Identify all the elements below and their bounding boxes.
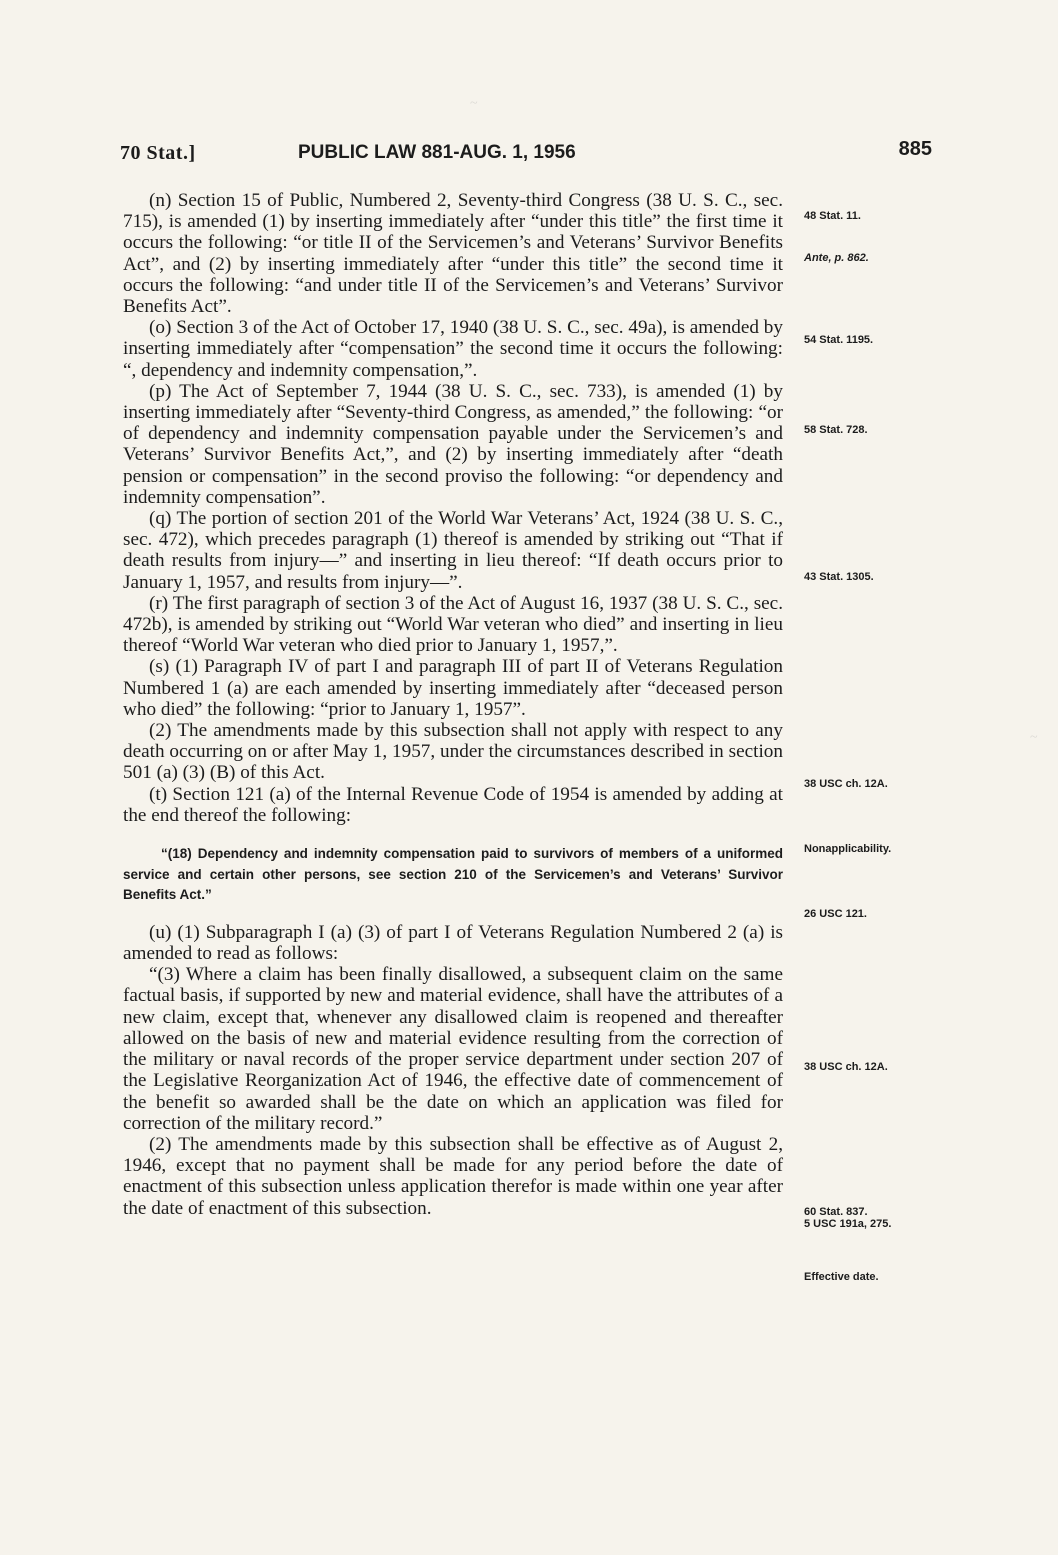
margin-note: 58 Stat. 728.: [804, 424, 868, 436]
paragraph-u-quote: “(3) Where a claim has been finally disallowed, a subsequent claim on the same factual basis, if supported by new and material evidence, shall have the attributes of a new claim, except that, whenever any disallowed claim is reopened and thereafter allowed on the basis of new and material evidence resulting from the correction of the military or naval records of the proper service department under section 207 of the Legislative Reorganization Act of 1946, the effective date of commencement of the benefit so awarded shall be the date on which an application was filed for correction of the military record.”: [123, 964, 783, 1134]
margin-note: 5 USC 191a, 275.: [804, 1218, 892, 1230]
page-header: [120, 138, 940, 172]
paragraph-s1: (s) (1) Paragraph IV of part I and paragraph III of part II of Veterans Regulation Numbered 1 (a) are each amended by inserting immediately after “deceased person who died” the following: “prior to January 1, 1957”.: [123, 656, 783, 720]
paragraph-u1: (u) (1) Subparagraph I (a) (3) of part I of Veterans Regulation Numbered 2 (a) is amended to read as follows:: [123, 921, 783, 965]
margin-note: Effective date.: [804, 1271, 879, 1283]
paragraph-n: (n) Section 15 of Public, Numbered 2, Seventy-third Congress (38 U. S. C., sec. 715), is amended (1) by inserting immediately after “under this title” the first time it occurs the following: “or title II of the Servicemen’s and Veterans’ Survivor Benefits Act”, and (2) by inserting immediately after “under this title” the second time it occurs the following: “and under title II of the Servicemen’s and Veterans’ Survivor Benefits Act”.: [123, 190, 783, 318]
paragraph-p: (p) The Act of September 7, 1944 (38 U. S. C., sec. 733), is amended (1) by inserting immediately after “Seventy-third Congress, as amended,” the following: “or of dependency and indemnity compensation payable under the Servicemen’s and Veterans’ Survivor Benefits Act,”, and (2) by inserting immediately after “death pension or compensation” in the second proviso the following: “or dependency and indemnity compensation”.: [123, 380, 783, 508]
margin-note: 38 USC ch. 12A.: [804, 778, 888, 790]
bleed-through-artifact: ~: [1030, 730, 1038, 745]
margin-note: 48 Stat. 11.: [804, 210, 861, 222]
margin-note: 26 USC 121.: [804, 908, 867, 920]
paragraph-r: (r) The first paragraph of section 3 of the Act of August 16, 1937 (38 U. S. C., sec. 472b), is amended by striking out “World War veteran who died” and inserting in lieu thereof “World War veteran who died prior to January 1, 1957,”.: [123, 592, 783, 657]
running-title: PUBLIC LAW 881-AUG. 1, 1956: [298, 142, 576, 163]
main-text: [123, 190, 783, 1219]
page-number: 885: [898, 138, 932, 160]
paragraph-s2: (2) The amendments made by this subsection shall not apply with respect to any death occurring on or after May 1, 1957, under the circumstances described in section 501 (a) (3) (B) of this Act.: [123, 720, 783, 784]
bleed-through-artifact: ~: [470, 96, 478, 111]
margin-note: Ante, p. 862.: [804, 252, 869, 264]
margin-note: 38 USC ch. 12A.: [804, 1061, 888, 1073]
paragraph-o: (o) Section 3 of the Act of October 17, 1940 (38 U. S. C., sec. 49a), is amended by inserting immediately after “compensation” the second time it occurs the following: “, dependency and indemnity compensation,”.: [123, 317, 783, 381]
margin-note: Nonapplicability.: [804, 843, 892, 855]
paragraph-q: (q) The portion of section 201 of the World War Veterans’ Act, 1924 (38 U. S. C., sec. 472), which precedes paragraph (1) thereof is amended by striking out “That if death results from injury—” and inserting in lieu thereof: “If death occurs prior to January 1, 1957, and results from injury—”.: [123, 508, 783, 593]
margin-note: 54 Stat. 1195.: [804, 334, 874, 346]
paragraph-t: (t) Section 121 (a) of the Internal Revenue Code of 1954 is amended by adding at the end thereof the following:: [123, 783, 783, 826]
volume-reference: 70 Stat.]: [120, 142, 196, 164]
margin-note: 60 Stat. 837.: [804, 1206, 868, 1218]
margin-note: 43 Stat. 1305.: [804, 571, 874, 583]
paragraph-u2: (2) The amendments made by this subsection shall be effective as of August 2, 1946, except that no payment shall be made for any period before the date of enactment of this subsection unless application therefor is made within one year after the date of enactment of this subsection.: [123, 1133, 783, 1219]
quoted-amendment: “(18) Dependency and indemnity compensation paid to survivors of members of a uniformed service and certain other persons, see section 210 of the Servicemen’s and Veterans’ Survivor Benefits Act.”: [123, 846, 783, 903]
